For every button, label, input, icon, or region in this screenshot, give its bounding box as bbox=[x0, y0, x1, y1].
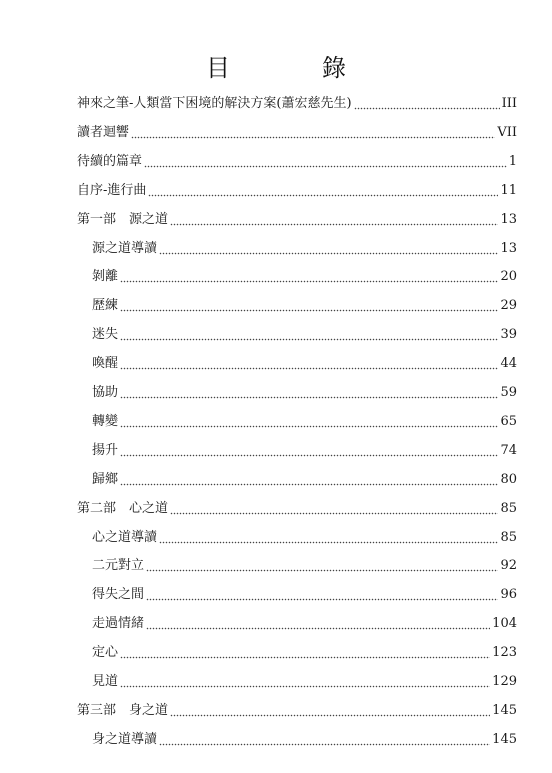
dot-leader bbox=[120, 387, 498, 399]
toc-entry[interactable] bbox=[92, 670, 517, 690]
toc-entry-label: 轉變 bbox=[92, 413, 119, 429]
toc-entry-page: 65 bbox=[500, 413, 517, 429]
toc-entry-page: 145 bbox=[492, 702, 517, 718]
toc-entry-label: 二元對立 bbox=[92, 558, 145, 574]
toc-entry-label: 第一部 源之道 bbox=[77, 211, 169, 227]
toc-entry-page: 13 bbox=[500, 240, 517, 256]
toc-entry-page: 59 bbox=[500, 385, 517, 400]
toc-entry[interactable] bbox=[92, 237, 517, 257]
dot-leader bbox=[120, 676, 490, 688]
dot-leader bbox=[120, 358, 498, 370]
dot-leader bbox=[159, 734, 490, 746]
toc-entry-page: 85 bbox=[500, 500, 517, 516]
toc-entry-page: 20 bbox=[500, 269, 517, 285]
toc-entry[interactable] bbox=[92, 410, 517, 430]
toc-entry-page: 44 bbox=[500, 356, 517, 372]
toc-entry-page: 145 bbox=[492, 731, 517, 747]
dot-leader bbox=[120, 329, 498, 341]
toc-entry-label: 迷失 bbox=[92, 327, 119, 343]
toc-entry[interactable] bbox=[92, 728, 517, 748]
toc-entry[interactable] bbox=[77, 208, 517, 228]
dot-leader bbox=[120, 416, 498, 428]
toc-entry[interactable] bbox=[92, 526, 517, 546]
dot-leader bbox=[146, 618, 490, 630]
toc-entry[interactable] bbox=[92, 323, 517, 343]
toc-entry-page: 13 bbox=[500, 211, 517, 227]
toc-entry[interactable] bbox=[92, 554, 517, 574]
toc-entry-label: 第二部 心之道 bbox=[77, 500, 169, 516]
toc-entry-page: 29 bbox=[500, 298, 517, 314]
toc-entry-label: 得失之間 bbox=[92, 587, 145, 603]
toc-entry[interactable] bbox=[92, 352, 517, 372]
dot-leader bbox=[354, 98, 500, 110]
toc-entry[interactable] bbox=[92, 439, 517, 459]
toc-entry[interactable] bbox=[92, 294, 517, 314]
toc-entry-label: 待續的篇章 bbox=[77, 153, 143, 169]
toc-entry[interactable] bbox=[77, 179, 517, 199]
toc-entry-label: 定心 bbox=[92, 645, 119, 661]
toc-entry-page: VII bbox=[497, 124, 517, 140]
page-title: 目 錄 bbox=[206, 54, 380, 82]
dot-leader bbox=[120, 445, 498, 457]
toc-entry[interactable] bbox=[77, 92, 517, 112]
dot-leader bbox=[120, 474, 498, 486]
toc-entry-label: 源之道導讀 bbox=[92, 240, 158, 256]
toc-entry-page: 39 bbox=[500, 327, 517, 343]
toc-entry-label: 身之道導讀 bbox=[92, 731, 158, 747]
toc-entry-label: 歸鄉 bbox=[92, 471, 119, 487]
dot-leader bbox=[146, 589, 498, 601]
dot-leader bbox=[159, 243, 498, 255]
toc-entry[interactable] bbox=[77, 121, 517, 141]
toc-entry-page: 104 bbox=[492, 616, 517, 632]
toc-entry-label: 走過情緒 bbox=[92, 616, 145, 632]
dot-leader bbox=[120, 300, 498, 312]
toc-entry-page: 129 bbox=[492, 674, 517, 689]
toc-entry-page: 85 bbox=[500, 529, 517, 545]
toc-entry[interactable] bbox=[92, 612, 517, 632]
dot-leader bbox=[131, 127, 495, 139]
toc-entry-page: 74 bbox=[500, 442, 517, 458]
toc-entry-label: 第三部 身之道 bbox=[77, 702, 169, 718]
toc-entry[interactable] bbox=[92, 468, 517, 488]
dot-leader bbox=[120, 271, 498, 283]
dot-leader bbox=[170, 503, 498, 515]
toc-entry-page: 80 bbox=[500, 471, 517, 487]
dot-leader bbox=[170, 705, 490, 717]
toc-entry-label: 協助 bbox=[92, 385, 119, 400]
dot-leader bbox=[120, 647, 490, 659]
toc-entry-label: 歷練 bbox=[92, 298, 119, 314]
toc-entry-page: 123 bbox=[492, 645, 517, 661]
toc-entry-page: 11 bbox=[500, 182, 517, 198]
toc-entry-page: III bbox=[501, 96, 517, 111]
toc-entry[interactable] bbox=[92, 641, 517, 661]
toc-entry[interactable] bbox=[77, 497, 517, 517]
toc-entry-label: 心之道導讀 bbox=[92, 529, 158, 545]
toc-entry[interactable] bbox=[92, 583, 517, 603]
toc-entry-label: 喚醒 bbox=[92, 356, 119, 372]
toc-entry[interactable] bbox=[92, 265, 517, 285]
toc-entry[interactable] bbox=[77, 699, 517, 719]
toc-entry[interactable] bbox=[77, 150, 517, 170]
toc-entry-label: 見道 bbox=[92, 674, 119, 689]
dot-leader bbox=[148, 185, 498, 197]
toc-entry[interactable] bbox=[92, 381, 517, 401]
toc-entry-label: 神來之筆-人類當下困境的解決方案(蕭宏慈先生) bbox=[77, 96, 352, 111]
dot-leader bbox=[144, 156, 507, 168]
toc-entry-label: 剝離 bbox=[92, 269, 119, 285]
toc-entry-label: 揚升 bbox=[92, 442, 119, 458]
toc-entry-page: 1 bbox=[508, 153, 517, 169]
toc-entry-page: 96 bbox=[500, 587, 517, 603]
dot-leader bbox=[159, 532, 498, 544]
toc-entry-page: 92 bbox=[500, 558, 517, 574]
dot-leader bbox=[146, 560, 498, 572]
toc-entry-label: 自序-進行曲 bbox=[77, 182, 147, 198]
dot-leader bbox=[170, 214, 498, 226]
toc-entry-label: 讀者迴響 bbox=[77, 124, 130, 140]
